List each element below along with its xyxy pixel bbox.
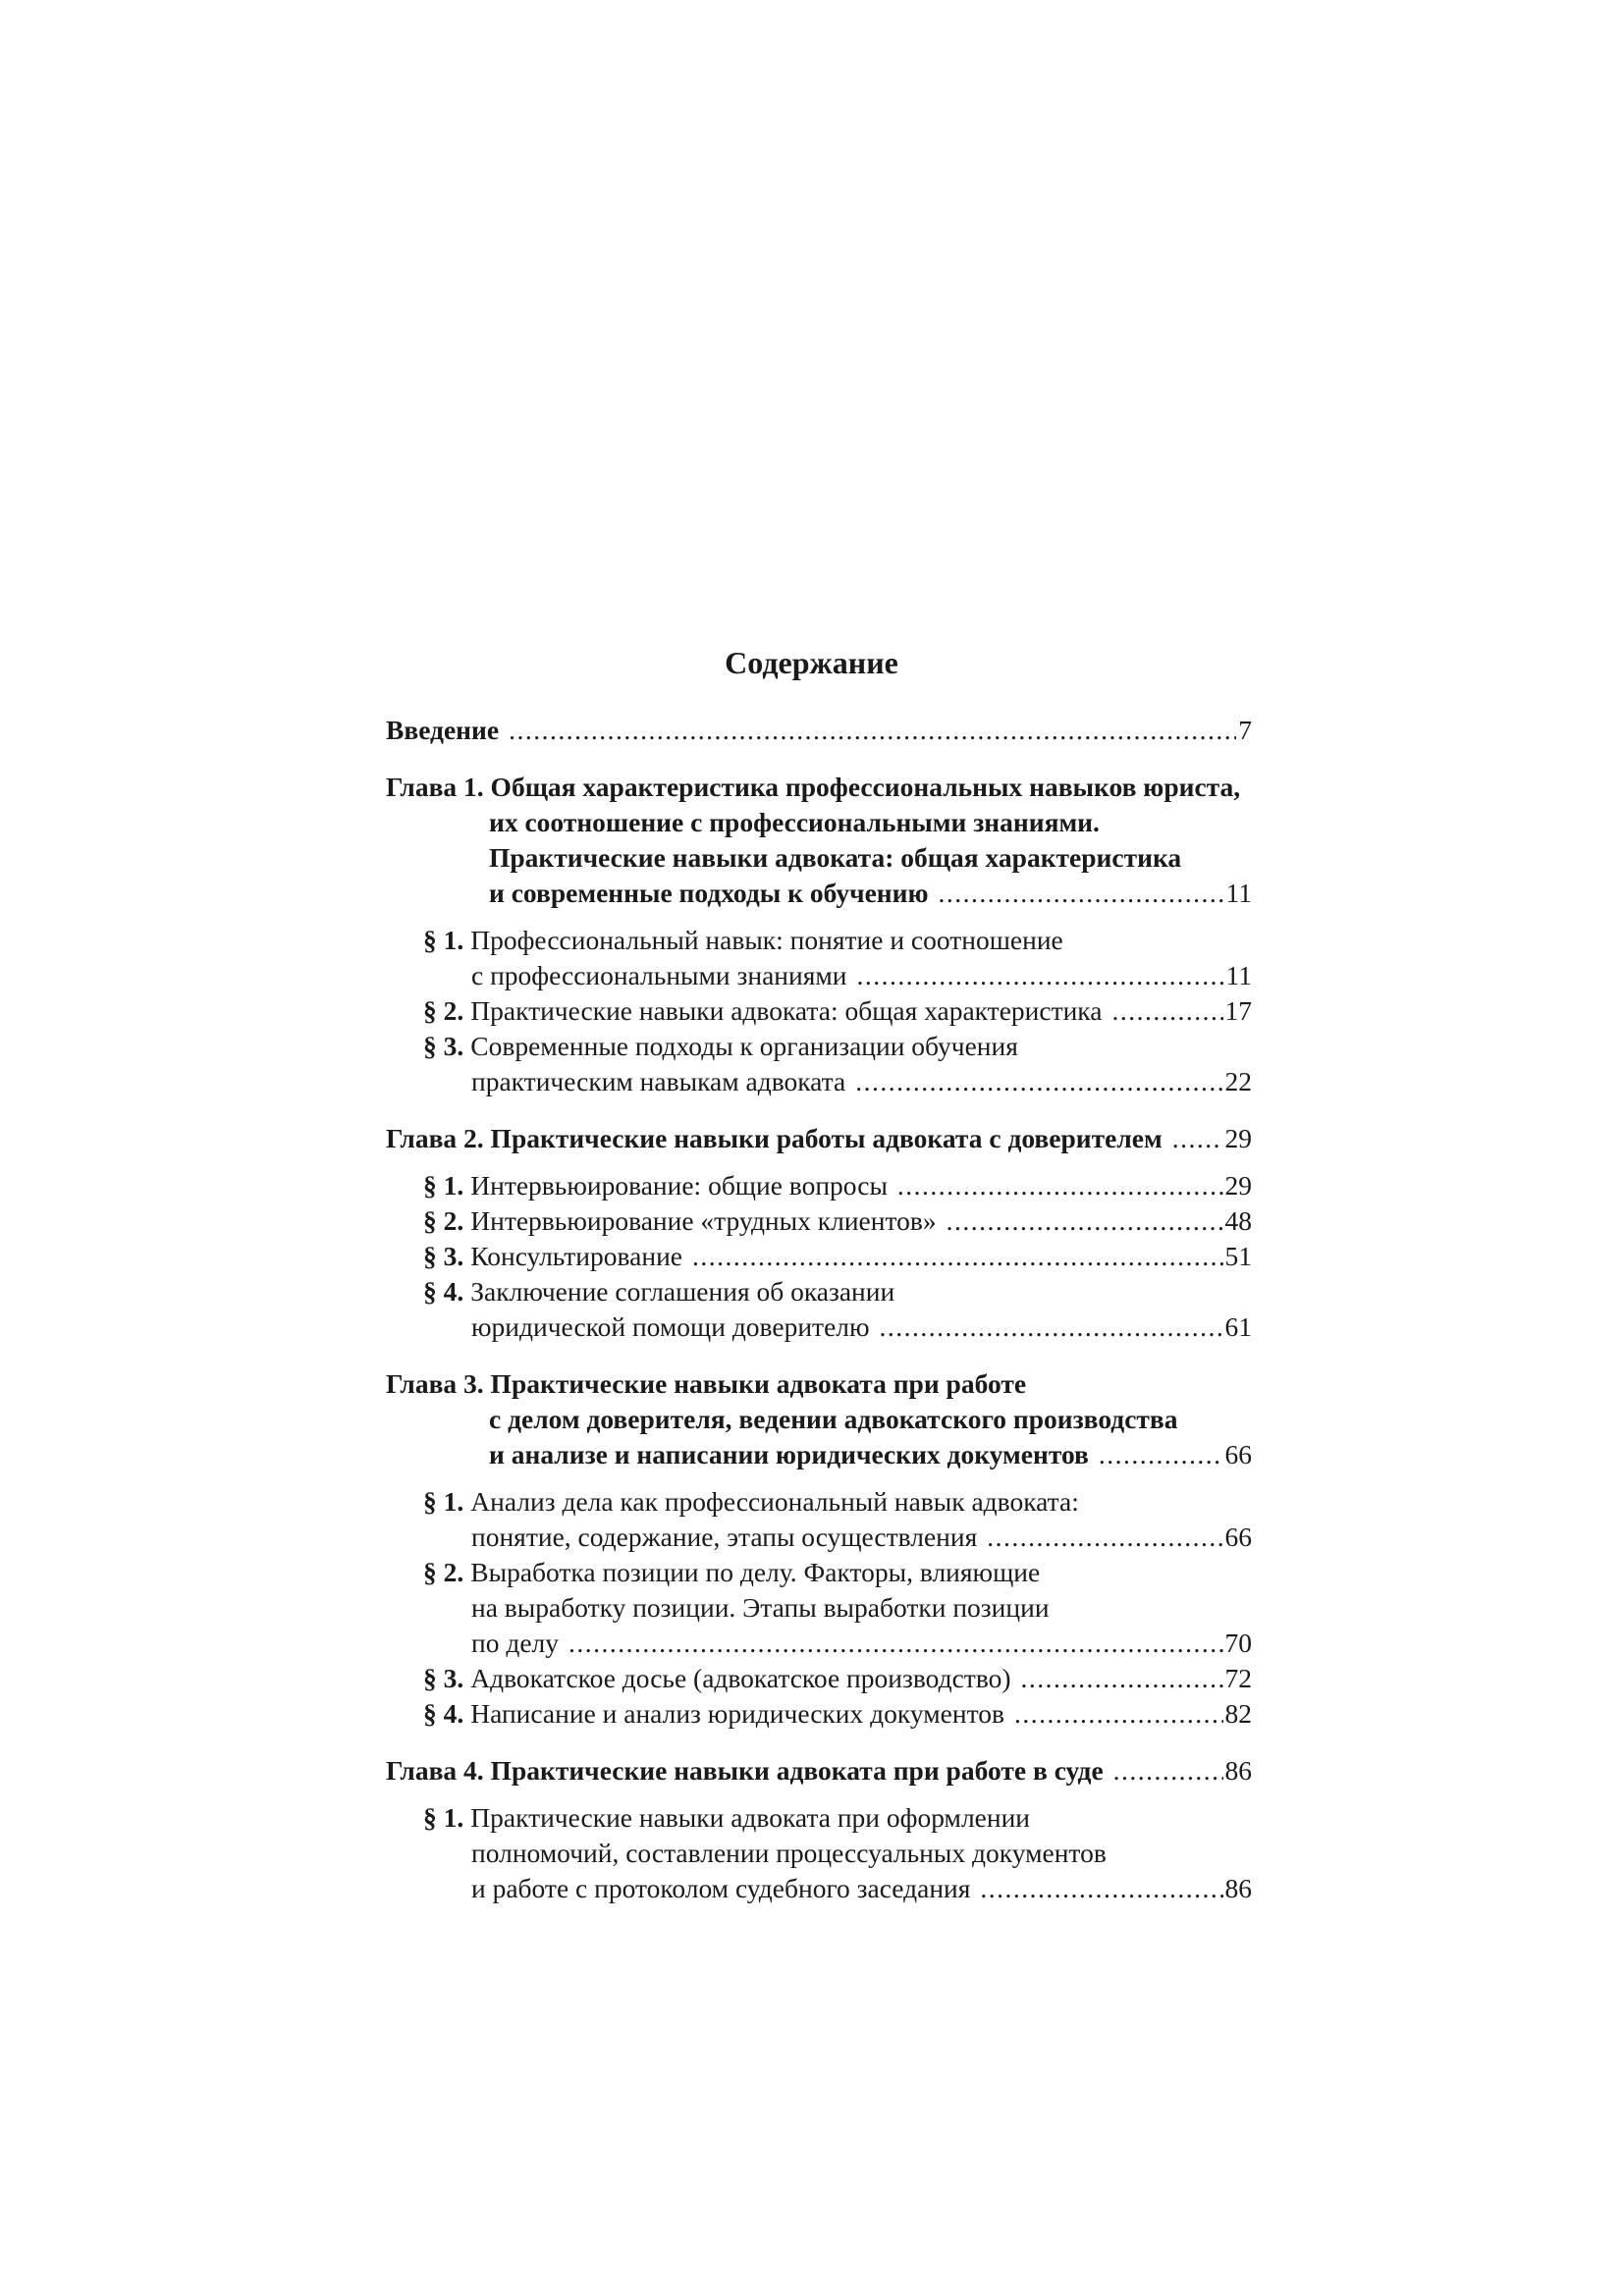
toc-chapter-1 [386, 770, 1252, 911]
section-title-line: юридической помощи доверителю [471, 1311, 870, 1342]
dot-leader [880, 1309, 1223, 1345]
section-number: § 3. [423, 1241, 464, 1271]
section-title-line: Интервьюирование «трудных клиентов» [470, 1205, 937, 1236]
dot-leader [939, 876, 1224, 911]
dot-leader [987, 1520, 1222, 1555]
toc-chapter-4 [386, 1753, 1252, 1789]
toc-line [386, 1661, 1252, 1696]
chapter-heading-line: Глава 4. Практические навыки адвоката при работе в суде [386, 1755, 1104, 1786]
toc-section-1-2 [386, 993, 1252, 1029]
toc-section-1-3 [386, 1029, 1252, 1099]
toc-chapter-3 [386, 1366, 1252, 1472]
toc-chapter-2 [386, 1121, 1252, 1156]
dot-leader [897, 1168, 1223, 1203]
page-number: 86 [1224, 1873, 1252, 1903]
toc-line [386, 1309, 1252, 1345]
toc-line [386, 1168, 1252, 1203]
section-title-line: Выработка позиции по делу. Факторы, влияющие [470, 1557, 1041, 1587]
toc-line [386, 923, 1252, 958]
toc-line [386, 1555, 1252, 1590]
page-number: 86 [1224, 1755, 1252, 1786]
toc-line [386, 805, 1252, 840]
dot-leader [568, 1626, 1222, 1661]
toc-line [386, 1520, 1252, 1555]
toc-line [386, 993, 1252, 1029]
page-number: 29 [1224, 1170, 1252, 1201]
section-title-line: Практические навыки адвоката при оформлении [470, 1802, 1031, 1833]
section-number: § 2. [423, 1557, 464, 1587]
page-number: 72 [1224, 1663, 1252, 1693]
section-title-line: Интервьюирование: общие вопросы [470, 1170, 888, 1201]
toc-line [386, 958, 1252, 993]
section-number: § 3. [423, 1031, 464, 1061]
toc-line [386, 1626, 1252, 1661]
dot-leader [947, 1203, 1223, 1239]
toc-line [386, 1402, 1252, 1437]
toc-line [386, 1590, 1252, 1626]
chapter-heading-line: Глава 2. Практические навыки работы адвоката с доверителем [386, 1123, 1163, 1153]
section-title-line: с профессиональными знаниями [471, 960, 847, 990]
toc-line [386, 1366, 1252, 1402]
chapter-heading-line: Практические навыки адвоката: общая характеристика [489, 842, 1182, 873]
page-number: 11 [1225, 960, 1252, 990]
dot-leader [980, 1871, 1222, 1906]
toc-entry-intro [386, 713, 1252, 748]
section-number: § 1. [423, 1802, 464, 1833]
section-title-line: Профессиональный навык: понятие и соотношение [470, 925, 1063, 955]
section-title-line: Заключение соглашения об оказании [470, 1276, 895, 1307]
page-number: 61 [1224, 1311, 1252, 1342]
section-title-line: и работе с протоколом судебного заседания [471, 1873, 971, 1903]
section-number: § 2. [423, 1205, 464, 1236]
section-title-line: Анализ дела как профессиональный навык адвоката: [470, 1486, 1079, 1517]
section-number: § 1. [423, 1170, 464, 1201]
toc-line [386, 1239, 1252, 1274]
chapter-heading-line: с делом доверителя, ведении адвокатского производства [489, 1404, 1178, 1434]
toc-section-3-2 [386, 1555, 1252, 1661]
toc-section-2-1 [386, 1168, 1252, 1203]
page-number: 22 [1224, 1066, 1252, 1096]
toc-line [386, 1753, 1252, 1789]
page-number: 70 [1224, 1628, 1252, 1658]
page-number: 17 [1224, 995, 1252, 1026]
toc-section-3-1 [386, 1484, 1252, 1555]
chapter-heading-line: и анализе и написании юридических документов [489, 1439, 1089, 1469]
section-number: § 4. [423, 1276, 464, 1307]
toc-line [386, 1800, 1252, 1836]
dot-leader [692, 1239, 1223, 1274]
toc-section-2-2 [386, 1203, 1252, 1239]
dot-leader [1014, 1696, 1223, 1732]
section-title-line: практическим навыкам адвоката [471, 1066, 846, 1096]
page-number: 48 [1224, 1205, 1252, 1236]
chapter-heading-line: их соотношение с профессиональными знаниями. [489, 807, 1100, 837]
page-number: 51 [1224, 1241, 1252, 1271]
toc-line [386, 1871, 1252, 1906]
section-title-line: по делу [471, 1628, 560, 1658]
toc-line [386, 1121, 1252, 1156]
dot-leader [1111, 993, 1222, 1029]
chapter-heading-line: и современные подходы к обучению [489, 878, 929, 908]
section-number: § 1. [423, 925, 464, 955]
section-number: § 1. [423, 1486, 464, 1517]
toc-line [386, 1437, 1252, 1472]
dot-leader [1172, 1121, 1223, 1156]
toc-line [386, 713, 1252, 748]
toc-entry-label: Введение [386, 715, 500, 745]
section-title-line: полномочий, составлении процессуальных документов [471, 1838, 1107, 1868]
toc-line [386, 770, 1252, 805]
section-title-line: понятие, содержание, этапы осуществления [471, 1522, 978, 1552]
table-of-contents [386, 713, 1252, 1906]
toc-line [386, 1203, 1252, 1239]
toc-section-1-1 [386, 923, 1252, 993]
page-number: 66 [1224, 1439, 1252, 1469]
toc-line [386, 840, 1252, 876]
dot-leader [1113, 1753, 1223, 1789]
toc-line [386, 1836, 1252, 1871]
dot-leader [1099, 1437, 1223, 1472]
section-title-line: на выработку позиции. Этапы выработки позиции [471, 1592, 1050, 1623]
dot-leader [509, 713, 1236, 748]
section-title-line: Адвокатское досье (адвокатское производство) [470, 1663, 1011, 1693]
dot-leader [1021, 1661, 1223, 1696]
page-title: Содержание [725, 645, 898, 680]
toc-line [386, 1696, 1252, 1732]
section-title-line: Написание и анализ юридических документов [470, 1698, 1004, 1729]
toc-section-3-3 [386, 1661, 1252, 1696]
page-number: 82 [1224, 1698, 1252, 1729]
toc-section-4-1 [386, 1800, 1252, 1906]
toc-section-2-4 [386, 1274, 1252, 1345]
chapter-heading-line: Глава 1. Общая характеристика профессиональных навыков юриста, [386, 772, 1241, 802]
section-title-line: Практические навыки адвоката: общая характеристика [470, 995, 1103, 1026]
section-number: § 2. [423, 995, 464, 1026]
page-number: 11 [1225, 878, 1252, 908]
dot-leader [855, 1064, 1222, 1099]
toc-section-3-4 [386, 1696, 1252, 1732]
section-number: § 3. [423, 1663, 464, 1693]
toc-section-2-3 [386, 1239, 1252, 1274]
dot-leader [857, 958, 1224, 993]
toc-line [386, 1029, 1252, 1064]
toc-line [386, 876, 1252, 911]
section-title-line: Современные подходы к организации обучения [470, 1031, 1018, 1061]
toc-line [386, 1484, 1252, 1520]
chapter-heading-line: Глава 3. Практические навыки адвоката при работе [386, 1368, 1027, 1399]
page-number: 29 [1224, 1123, 1252, 1153]
toc-line [386, 1274, 1252, 1309]
page-number: 7 [1238, 715, 1252, 745]
toc-line [386, 1064, 1252, 1099]
page-number: 66 [1224, 1522, 1252, 1552]
section-number: § 4. [423, 1698, 464, 1729]
section-title-line: Консультирование [470, 1241, 682, 1271]
